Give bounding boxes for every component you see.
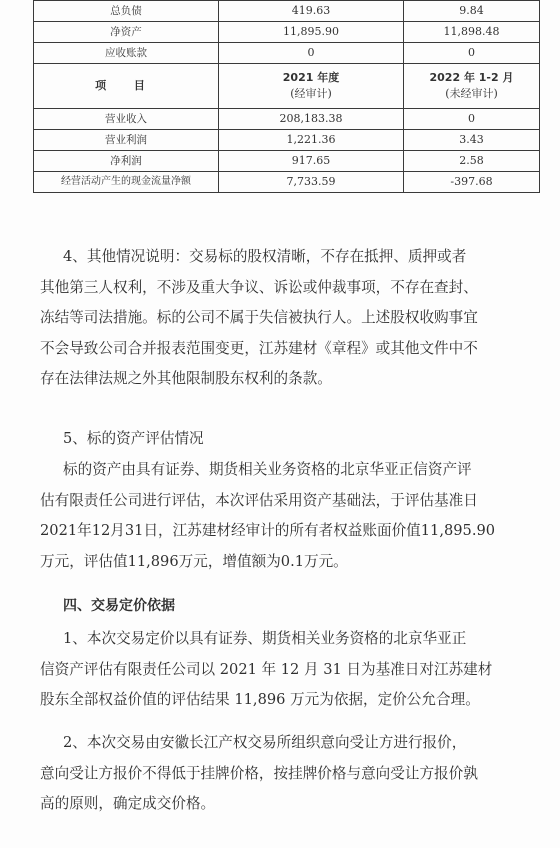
cell-2022: 0 — [404, 109, 540, 130]
text-line: 2、本次交易由安徽长江产权交易所组织意向受让方进行报价， — [63, 734, 467, 751]
cell-2022: 3.43 — [404, 130, 540, 151]
table-row — [34, 109, 540, 130]
cell-2021: 0 — [219, 43, 404, 64]
text-line: 存在法律法规之外其他限制股东权利的条款。 — [40, 370, 332, 387]
text-line: 万元，评估值11,896万元，增值额为0.1万元。 — [40, 552, 348, 570]
cell-2022: 0 — [404, 43, 540, 64]
cell-2021: 917.65 — [219, 151, 404, 172]
cell-2021: 11,895.90 — [219, 22, 404, 43]
table-row — [34, 1, 540, 22]
cell-2022: 11,898.48 — [404, 22, 540, 43]
text-line: 意向受让方报价不得低于挂牌价格，按挂牌价格与意向受让方报价孰 — [40, 764, 478, 782]
cell-2022: 2.58 — [404, 151, 540, 172]
header-2022-year: 2022 年 1-2 月 — [429, 71, 514, 84]
text-line: 不会导致公司合并报表范围变更，江苏建材《章程》或其他文件中不 — [40, 339, 478, 357]
table-row — [34, 151, 540, 172]
cell-2021: 208,183.38 — [219, 109, 404, 130]
text-line: 标的资产由具有证券、期货相关业务资格的北京华亚正信资产评 — [63, 461, 472, 478]
cell-2022: 9.84 — [404, 1, 540, 22]
text-line: 2021年12月31日，江苏建材经审计的所有者权益账面价值11,895.90 — [40, 522, 496, 539]
text-line: 高的原则，确定成交价格。 — [40, 795, 216, 812]
section5-heading: 5、标的资产评估情况 — [63, 430, 204, 447]
header-2021-year: 2021 年度 — [282, 71, 340, 84]
text-line: 冻结等司法措施。标的公司不属于失信被执行人。上述股权收购事宜 — [40, 309, 478, 326]
financial-table — [33, 0, 540, 193]
row-label-revenue: 营业收入 — [34, 109, 219, 130]
header-2021-status: (经审计) — [290, 87, 332, 100]
row-label-accounts-receivable: 应收账款 — [34, 43, 219, 64]
text-line: 4、其他情况说明：交易标的股权清晰，不存在抵押、质押或者 — [63, 248, 467, 265]
text-line: 1、本次交易定价以具有证券、期货相关业务资格的北京华亚正 — [63, 630, 467, 647]
header-item: 项 目 — [34, 64, 219, 109]
row-label-total-liabilities: 总负债 — [34, 1, 219, 22]
section4-paragraph — [40, 242, 538, 395]
header-2022-status: (未经审计) — [445, 87, 498, 100]
table-row — [34, 43, 540, 64]
row-label-net-assets: 净资产 — [34, 22, 219, 43]
text-line: 估有限责任公司进行评估，本次评估采用资产基础法，于评估基准日 — [40, 491, 478, 509]
section5-paragraph — [40, 455, 538, 577]
table-header-row — [34, 64, 540, 109]
cell-2022: -397.68 — [404, 172, 540, 193]
cell-2021: 1,221.36 — [219, 130, 404, 151]
part4-paragraph-1 — [40, 624, 538, 716]
part4-paragraph-2 — [40, 728, 538, 820]
row-label-net-profit: 净利润 — [34, 151, 219, 172]
header-2021 — [219, 64, 404, 109]
text-line: 信资产评估有限责任公司以 2021 年 12 月 31 日为基准日对江苏建材 — [40, 660, 493, 678]
table-row — [34, 130, 540, 151]
row-label-operating-cash-flow: 经营活动产生的现金流量净额 — [34, 172, 219, 193]
table-row — [34, 22, 540, 43]
text-line: 股东全部权益价值的评估结果 11,896 万元为依据，定价公允合理。 — [40, 691, 480, 708]
part4-heading: 四、交易定价依据 — [63, 598, 175, 614]
table-row — [34, 172, 540, 193]
cell-2021: 7,733.59 — [219, 172, 404, 193]
cell-2021: 419.63 — [219, 1, 404, 22]
row-label-operating-profit: 营业利润 — [34, 130, 219, 151]
header-2022 — [404, 64, 540, 109]
text-line: 其他第三人权利，不涉及重大争议、诉讼或仲裁事项，不存在查封、 — [40, 278, 478, 296]
